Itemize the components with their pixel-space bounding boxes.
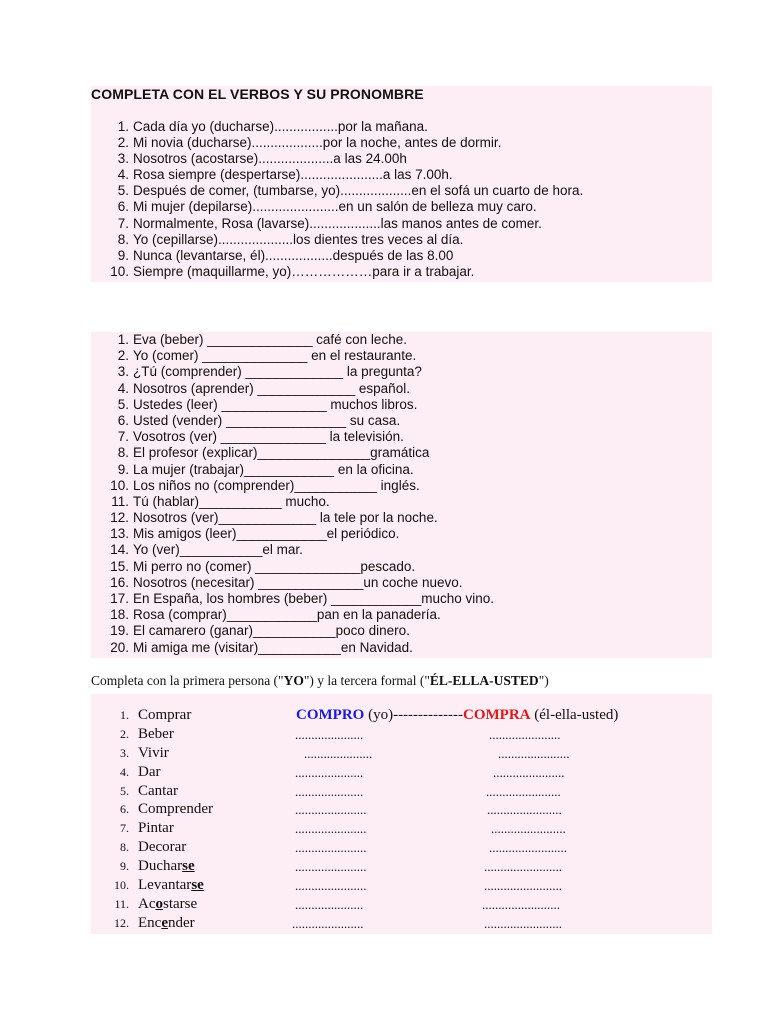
item-text: Rosa siempre (despertarse)......................a las 7.00h. [133, 167, 453, 183]
answer-blank-yo[interactable]: ..................... [295, 764, 364, 780]
item-verb: Dar [138, 763, 161, 780]
item-number: 9. [117, 247, 129, 263]
item-text: Yo (comer) ______________ en el restaurante. [133, 348, 417, 364]
instruction-text: Completa con la primera persona (" [91, 673, 284, 688]
item-text: Siempre (maquillarme, yo)………………para ir a trabajar. [133, 263, 475, 279]
item-verb [138, 857, 195, 876]
answer-blank-el[interactable]: ....................... [486, 783, 561, 799]
answer-blank-el[interactable]: ........................ [484, 915, 562, 931]
item-number: 12. [110, 510, 129, 526]
item-text: Mis amigos (leer)____________el periódico. [133, 526, 400, 542]
item-number: 16. [110, 574, 129, 590]
item-text: Mi mujer (depilarse).......................en un salón de belleza muy caro. [133, 199, 537, 215]
answer-blank-el[interactable]: ........................ [484, 878, 562, 894]
item-number: 8. [117, 445, 129, 461]
item-number: 13. [110, 526, 129, 542]
item-number: 8. [120, 840, 129, 855]
reflexive-ending: se [191, 877, 204, 894]
stem-vowel: o [155, 895, 163, 912]
stem-vowel: e [161, 914, 168, 931]
example-note: (yo)-------------- [364, 707, 463, 723]
item-number: 3. [117, 364, 129, 380]
item-text: Los niños no (comprender)___________ inglés. [133, 477, 420, 493]
item-number: 15. [110, 558, 129, 574]
item-number: 6. [120, 802, 129, 817]
item-text: Mi novia (ducharse)...................por la noche, antes de dormir. [133, 135, 502, 151]
item-number: 6. [117, 199, 129, 215]
item-text: Yo (ver)___________el mar. [133, 542, 303, 558]
example-answer [296, 706, 618, 725]
item-number: 18. [110, 607, 129, 623]
answer-blank-el[interactable]: ........................ [484, 859, 562, 875]
instruction-text: ") [538, 673, 549, 688]
item-number: 1. [117, 332, 129, 347]
answer-blank-yo[interactable]: ...................... [292, 915, 364, 931]
item-text: En España, los hombres (beber) ____________mucho vino. [133, 591, 494, 606]
item-number: 10. [114, 878, 129, 893]
item-verb: Beber [138, 725, 174, 742]
item-verb: Comprar [138, 707, 192, 723]
item-number: 17. [110, 591, 129, 606]
answer-blank-yo[interactable]: ...................... [295, 821, 367, 837]
item-text: Nosotros (acostarse)....................a las 24.00h [133, 151, 407, 167]
item-number: 14. [110, 542, 129, 558]
item-number: 3. [120, 745, 129, 760]
item-verb [138, 895, 197, 914]
item-text: Usted (vender) ________________ su casa. [133, 412, 401, 428]
item-text: Normalmente, Rosa (lavarse)...................las manos antes de comer. [133, 215, 542, 231]
item-number: 12. [114, 915, 129, 930]
item-text: Yo (cepillarse)....................los dientes tres veces al día. [133, 231, 464, 247]
answer-blank-el[interactable]: ....................... [487, 802, 562, 818]
item-verb [138, 876, 204, 895]
verb-stem: nder [168, 914, 195, 931]
item-number: 2. [117, 348, 129, 364]
item-number: 1. [117, 119, 129, 134]
answer-blank-el[interactable]: ....................... [491, 821, 566, 837]
answer-blank-yo[interactable]: ...................... [295, 878, 367, 894]
item-text: El profesor (explicar)_______________gramática [133, 445, 430, 461]
item-text: Nosotros (aprender) _____________ español. [133, 380, 410, 396]
instruction-text: ") y la tercera formal (" [303, 673, 430, 688]
item-text: El camarero (ganar)___________poco dinero. [133, 623, 410, 639]
answer-blank-yo[interactable]: ...................... [295, 802, 367, 818]
verb-stem: Levantar [138, 877, 192, 894]
item-text: Cada día yo (ducharse).................por la mañana. [133, 119, 428, 134]
item-verb: Vivir [138, 744, 169, 761]
item-text: Nunca (levantarse, él)..................después de las 8.00 [133, 247, 454, 263]
instruction-el-ella-usted: ÉL-ELLA-USTED [429, 673, 539, 688]
item-verb: Cantar [138, 782, 178, 799]
item-text: La mujer (trabajar)____________ en la oficina. [133, 461, 414, 477]
item-number: 7. [117, 429, 129, 445]
answer-blank-yo[interactable]: ...................... [295, 859, 367, 875]
item-number: 4. [117, 167, 129, 183]
verb-stem: Enc [138, 914, 162, 931]
answer-blank-yo[interactable]: ..................... [295, 896, 364, 912]
example-note: (él-ella-usted) [530, 707, 619, 723]
example-form-el: COMPRA [463, 707, 531, 723]
item-number: 4. [120, 764, 129, 779]
item-number: 9. [120, 859, 129, 874]
answer-blank-el[interactable]: ...................... [493, 764, 565, 780]
verb-stem: starse [163, 895, 198, 912]
item-text: Mi perro no (comer) ______________pescado. [133, 558, 416, 574]
answer-blank-yo[interactable]: ..................... [295, 783, 364, 799]
item-number: 19. [110, 623, 129, 639]
item-number: 2. [117, 135, 129, 151]
item-number: 10. [110, 477, 129, 493]
item-verb: Comprender [138, 801, 213, 818]
item-text: Nosotros (necesitar) ______________un coche nuevo. [133, 574, 463, 590]
item-text: ¿Tú (comprender) _____________ la pregunta? [133, 364, 422, 380]
reflexive-ending: se [182, 858, 195, 875]
answer-blank-yo[interactable]: ...................... [295, 840, 367, 856]
item-number: 20. [110, 639, 129, 655]
answer-blank-el[interactable]: ........................ [482, 896, 560, 912]
item-number: 7. [120, 821, 129, 836]
item-text: Mi amiga me (visitar)___________en Navidad. [133, 639, 413, 655]
page-title: COMPLETA CON EL VERBOS Y SU PRONOMBRE [91, 86, 424, 102]
item-text: Después de comer, (tumbarse, yo)...................en el sofá un cuarto de hora. [133, 183, 584, 199]
item-number: 1. [120, 708, 129, 722]
item-number: 5. [120, 783, 129, 798]
item-verb: Decorar [138, 839, 187, 856]
item-number: 10. [110, 263, 129, 279]
item-text: Ustedes (leer) ______________ muchos libros. [133, 396, 418, 412]
verb-stem: Ac [138, 895, 156, 912]
item-number: 6. [117, 412, 129, 428]
section3-instruction [91, 673, 549, 689]
item-number: 3. [117, 151, 129, 167]
item-text: Rosa (comprar)____________pan en la panadería. [133, 607, 441, 623]
answer-blank-el[interactable]: ...................... [498, 745, 570, 761]
answer-blank-yo[interactable]: ..................... [295, 726, 364, 742]
item-number: 4. [117, 380, 129, 396]
instruction-yo: YO [283, 673, 304, 688]
answer-blank-yo[interactable]: ..................... [304, 745, 373, 761]
item-number: 5. [117, 183, 129, 199]
item-number: 11. [111, 493, 129, 509]
item-number: 5. [117, 396, 129, 412]
answer-blank-el[interactable]: ...................... [489, 726, 561, 742]
item-number: 9. [117, 461, 129, 477]
item-number: 11. [114, 896, 129, 911]
item-number: 2. [120, 726, 129, 741]
example-form-yo: COMPRO [296, 707, 365, 723]
answer-blank-el[interactable]: ........................ [489, 840, 567, 856]
item-number: 7. [117, 215, 129, 231]
item-text: Tú (hablar)___________ mucho. [133, 493, 330, 509]
item-number: 8. [117, 231, 129, 247]
item-text: Eva (beber) ______________ café con leche. [133, 332, 407, 347]
verb-stem: Duchar [138, 858, 183, 875]
item-text: Vosotros (ver) ______________ la televisión. [133, 429, 404, 445]
item-text: Nosotros (ver)_____________ la tele por la noche. [133, 510, 438, 526]
item-verb [138, 914, 195, 933]
item-verb: Pintar [138, 820, 174, 837]
